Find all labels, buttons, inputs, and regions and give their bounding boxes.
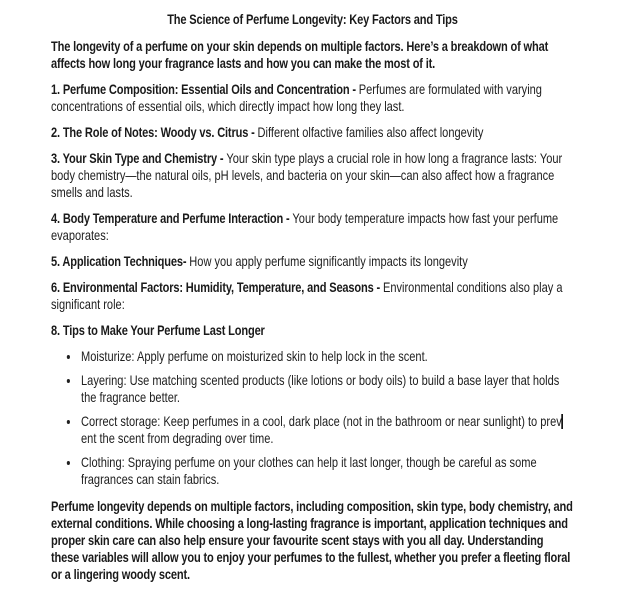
tip-moisturize[interactable]	[79, 348, 574, 365]
section-1-heading: 1. Perfume Composition: Essential Oils and Concentration -	[51, 81, 359, 97]
tip-storage-text-before-caret: Correct storage: Keep perfumes in a cool, dark place (not in the bathroom or near sunlight) to prev	[81, 413, 562, 429]
tip-layering[interactable]	[79, 372, 574, 406]
section-6-paragraph[interactable]	[51, 279, 574, 313]
tip-clothing[interactable]	[79, 454, 574, 488]
text-caret	[561, 414, 562, 429]
section-4-text: Your body temperature impacts how fast your perfume evaporates:	[51, 210, 559, 243]
section-2-text: Different olfactive families also affect longevity	[257, 124, 484, 140]
section-4-heading: 4. Body Temperature and Perfume Interaction -	[51, 210, 293, 226]
intro-paragraph[interactable]: The longevity of a perfume on your skin depends on multiple factors. Here’s a breakdown of what affects how long your fragrance lasts and how you can make the most of it.	[51, 38, 549, 71]
section-4-paragraph[interactable]	[51, 210, 574, 244]
tip-storage-text-after-caret: ent the scent from degrading over time.	[81, 430, 274, 446]
tip-layering-text: Layering: Use matching scented products (like lotions or body oils) to build a base layer that holds the fragrance better.	[81, 372, 560, 405]
document-canvas[interactable]	[51, 11, 574, 583]
tip-storage[interactable]	[79, 413, 574, 447]
section-6-text: Environmental conditions also play a significant role:	[51, 279, 563, 312]
tips-heading[interactable]: 8. Tips to Make Your Perfume Last Longer	[51, 322, 265, 338]
section-5-paragraph[interactable]	[51, 253, 574, 270]
section-1-text: Perfumes are formulated with varying concentrations of essential oils, which directly impact how long they last.	[51, 81, 542, 114]
tip-clothing-text: Clothing: Spraying perfume on your clothes can help it last longer, though be careful as some fragrances can stain fabrics.	[81, 454, 537, 487]
section-5-heading: 5. Application Techniques-	[51, 253, 190, 269]
document-title[interactable]: The Science of Perfume Longevity: Key Factors and Tips	[167, 11, 458, 27]
section-1-paragraph[interactable]	[51, 81, 574, 115]
section-3-text: Your skin type plays a crucial role in how long a fragrance lasts: Your body chemistry—the natural oils, pH levels, and bacteria on your skin—can also affect how a fragrance smells and lasts.	[51, 150, 563, 200]
tip-moisturize-text: Moisturize: Apply perfume on moisturized skin to help lock in the scent.	[81, 348, 428, 364]
section-3-paragraph[interactable]	[51, 150, 574, 201]
section-2-paragraph[interactable]	[51, 124, 574, 141]
section-3-heading: 3. Your Skin Type and Chemistry -	[51, 150, 227, 166]
section-6-heading: 6. Environmental Factors: Humidity, Temperature, and Seasons -	[51, 279, 383, 295]
tips-list	[51, 348, 574, 488]
section-5-text: How you apply perfume significantly impacts its longevity	[189, 253, 468, 269]
section-2-heading: 2. The Role of Notes: Woody vs. Citrus -	[51, 124, 258, 140]
conclusion-paragraph[interactable]: Perfume longevity depends on multiple factors, including composition, skin type, body chemistry, and external conditions. While choosing a long-lasting fragrance is important, application techniques and proper skin care can also help ensure your favourite scent stays with you all day. Understanding these variables will allow you to enjoy your perfumes to the fullest, whether you prefer a fleeting floral or a lingering woody scent.	[51, 498, 573, 582]
